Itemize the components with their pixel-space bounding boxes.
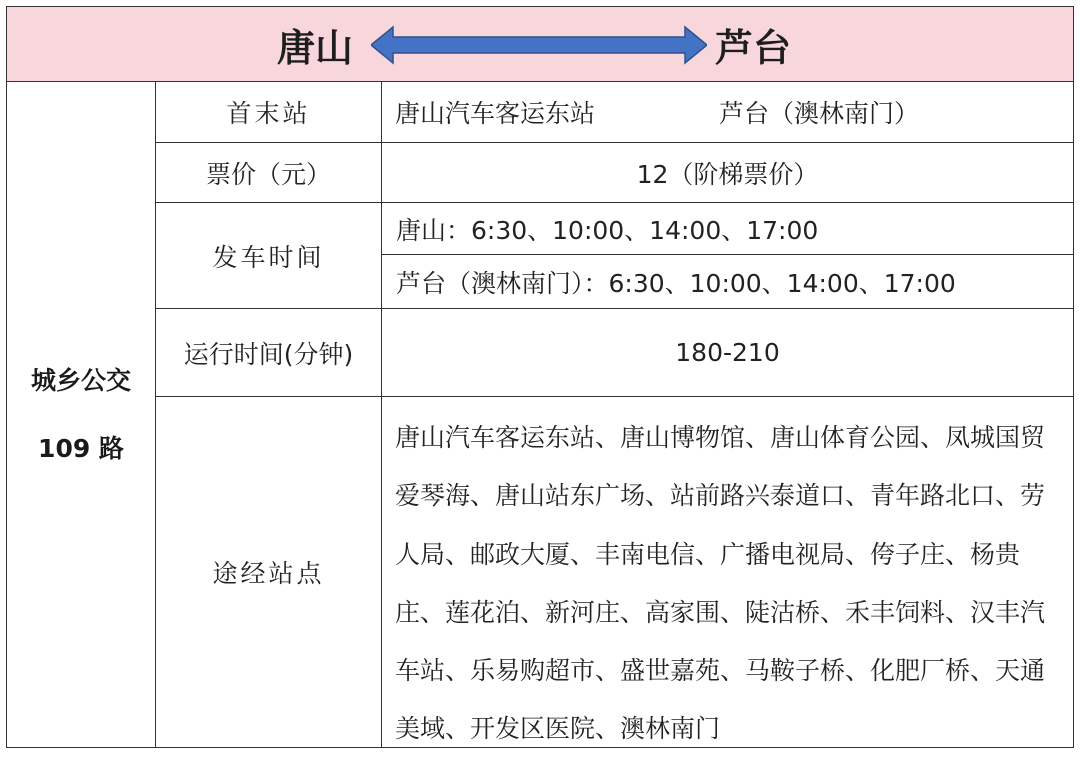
- stops-list: 唐山汽车客运东站、唐山博物馆、唐山体育公园、凤城国贸爱琴海、唐山站东广场、站前路兴泰道口、青年路北口、劳人局、邮政大厦、丰南电信、广播电视局、侉子庄、杨贵庄、莲花泊、新河庄、高家围、陡沽桥、禾丰饲料、汉丰汽车站、乐易购超市、盛世嘉苑、马鞍子桥、化肥厂桥、天通美域、开发区医院、澳林南门: [395, 423, 1046, 744]
- route-header: [7, 7, 1073, 82]
- duration-value: 180-210: [675, 338, 780, 367]
- departure-lutai: 芦台（澳林南门）：6:30、10:00、14:00、17:00: [396, 268, 956, 298]
- duration-label: 运行时间(分钟): [183, 339, 354, 369]
- terminal-b: 芦台（澳林南门）: [719, 99, 920, 128]
- fare-value: 12（阶梯票价）: [636, 159, 819, 189]
- bidirectional-arrow-icon: [371, 23, 707, 67]
- departure-label: 发车时间: [212, 242, 325, 272]
- terminals-label: 首末站: [226, 99, 311, 128]
- route-info-table: [6, 6, 1074, 748]
- route-category: 城乡公交: [30, 365, 131, 395]
- origin-city: 唐山: [277, 26, 354, 70]
- fare-label: 票价（元）: [205, 159, 331, 189]
- route-number: 109 路: [38, 433, 124, 463]
- departure-tangshan: 唐山：6:30、10:00、14:00、17:00: [396, 215, 819, 245]
- route-name: [7, 82, 155, 747]
- stops-label: 途经站点: [212, 559, 325, 588]
- terminal-a: 唐山汽车客运东站: [395, 99, 596, 128]
- destination-city: 芦台: [715, 26, 792, 70]
